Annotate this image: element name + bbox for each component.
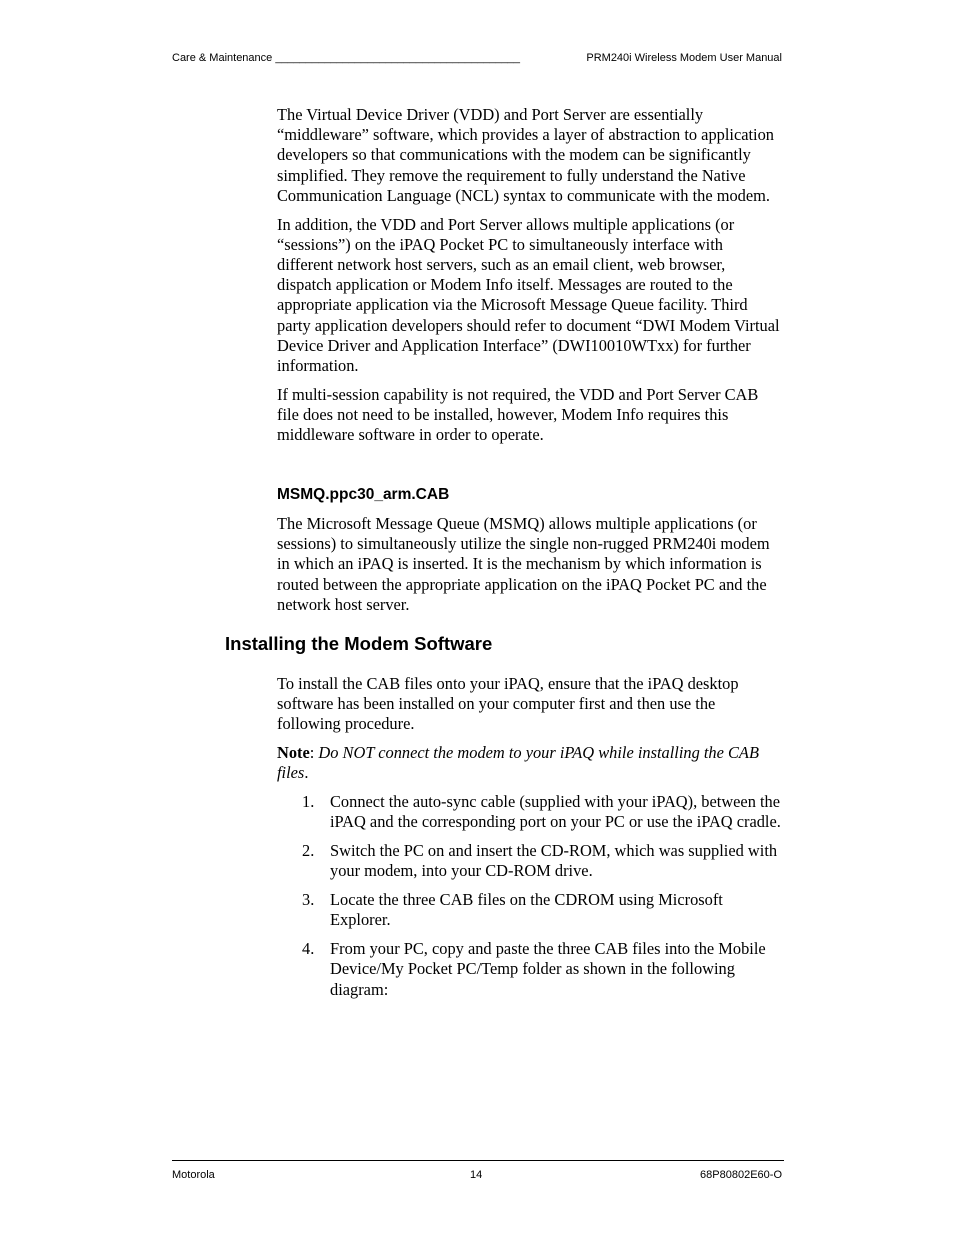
note-paragraph <box>277 743 782 783</box>
list-item <box>277 841 782 881</box>
heading-msmq-cab: MSMQ.ppc30_arm.CAB <box>277 486 450 503</box>
paragraph-install-intro: To install the CAB files onto your iPAQ, ensure that the iPAQ desktop software has been installed on your computer first and then use the following procedure. <box>277 674 739 734</box>
footer-page-number: 14 <box>470 1169 483 1181</box>
note-colon: : <box>309 743 319 763</box>
step-number: 3. <box>302 890 315 910</box>
paragraph-msmq: The Microsoft Message Queue (MSMQ) allows multiple applications (or sessions) to simultaneously utilize the single non-rugged PRM240i modem in which an iPAQ is inserted. It is the mechanism by which information is routed between the appropriate application on the iPAQ Pocket PC and the network host server. <box>277 514 770 614</box>
step-number: 2. <box>302 841 315 861</box>
paragraph-multisession: If multi-session capability is not required, the VDD and Port Server CAB file does not need to be installed, however, Modem Info requires this middleware software in order to operate. <box>277 384 759 445</box>
header-manual-title: PRM240i Wireless Modem User Manual <box>586 52 782 64</box>
step-number: 4. <box>302 939 315 959</box>
step-text: From your PC, copy and paste the three CAB files into the Mobile Device/My Pocket PC/Temp folder as shown in the following diagram: <box>330 939 766 999</box>
paragraph-vdd-intro: The Virtual Device Driver (VDD) and Port Server are essentially “middleware” software, which provides a layer of abstraction to application developers so that communications with the modem can be significantly simplified. They remove the requirement to fully understand the Native Communication Language (NCL) syntax to communicate with the modem. <box>277 105 774 205</box>
heading-installing-software: Installing the Modem Software <box>225 633 493 654</box>
note-end: . <box>304 763 309 783</box>
footer-divider <box>172 1160 784 1161</box>
list-item <box>277 890 782 930</box>
footer-company: Motorola <box>172 1169 215 1181</box>
step-text: Locate the three CAB files on the CDROM using Microsoft Explorer. <box>330 890 723 930</box>
list-item <box>277 939 782 1000</box>
body-text-block-1 <box>277 105 782 454</box>
header-section-title: Care & Maintenance ________________________________________ <box>172 52 521 64</box>
footer-document-number: 68P80802E60-O <box>700 1169 782 1181</box>
step-text: Connect the auto-sync cable (supplied with your iPAQ), between the iPAQ and the corresponding port on your PC or use the iPAQ cradle. <box>330 792 781 832</box>
paragraph-vdd-sessions: In addition, the VDD and Port Server allows multiple applications (or “sessions”) on the iPAQ Pocket PC to simultaneously interface with different network host servers, such as an email client, web browser, dispatch application or Modem Info itself. Messages are routed to the appropriate application via the Microsoft Message Queue facility. Third party application developers should refer to document “DWI Modem Virtual Device Driver and Application Interface” (DWI10010WTxx) for further information. <box>277 214 780 376</box>
body-text-block-2 <box>277 514 782 624</box>
install-steps-list <box>277 792 782 1000</box>
note-label: Note <box>277 743 310 763</box>
step-number: 1. <box>302 792 315 812</box>
note-text: Do NOT connect the modem to your iPAQ while installing the CAB files <box>277 743 759 783</box>
list-item <box>277 792 782 832</box>
body-text-block-3 <box>277 674 782 1008</box>
page-header <box>172 51 782 65</box>
step-text: Switch the PC on and insert the CD-ROM, which was supplied with your modem, into your CD-ROM drive. <box>330 841 778 881</box>
